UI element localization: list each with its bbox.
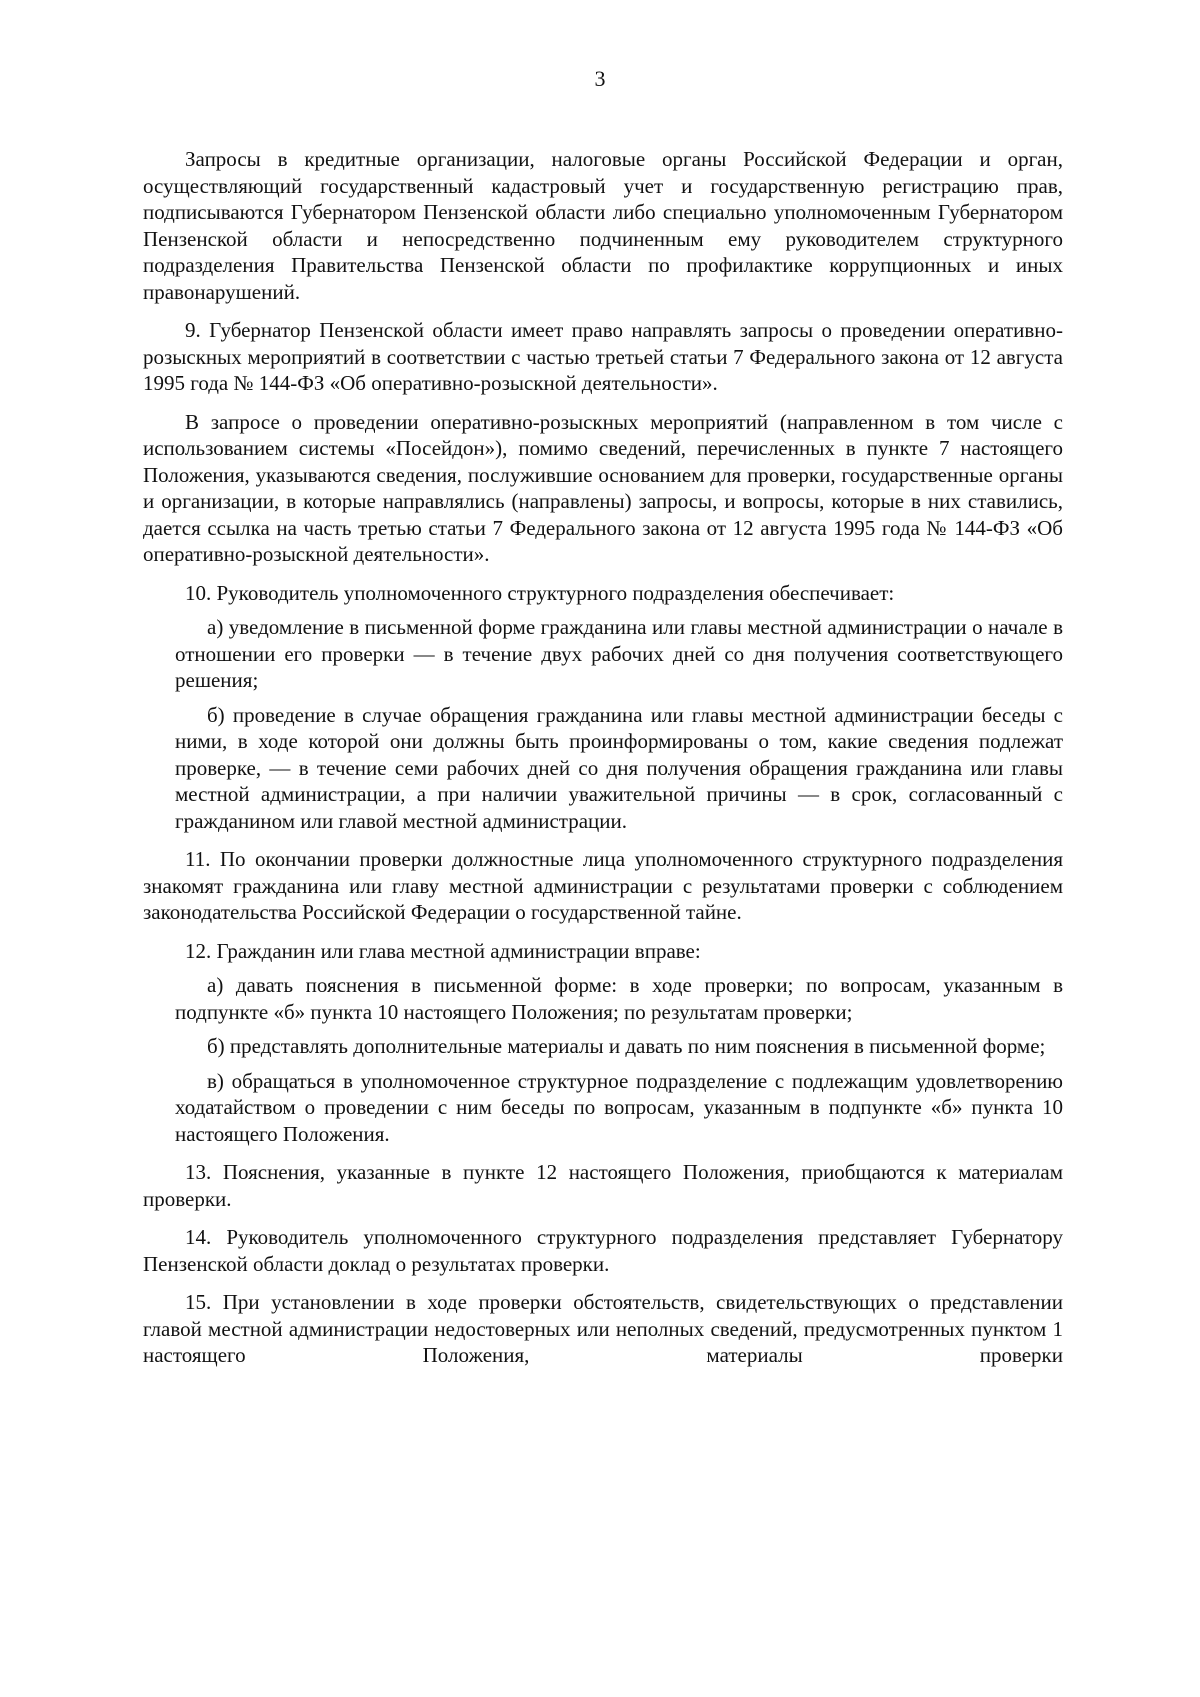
paragraph-12-v: в) обращаться в уполномоченное структурное подразделение с подлежащим удовлетворению ходатайством о проведении с ним беседы по вопросам, указанным в подпункте «б» пункта 10 настоящего Положения. xyxy=(175,1068,1063,1146)
page-number: 3 xyxy=(594,66,606,91)
paragraph-15: 15. При установлении в ходе проверки обстоятельств, свидетельствующих о представлении главой местной администрации недостоверных или неполных сведений, предусмотренных пунктом 1 настоящего Положения, материалы проверки xyxy=(143,1290,1063,1367)
paragraph-10-a: а) уведомление в письменной форме гражданина или главы местной администрации о начале в отношении его проверки — в течение двух рабочих дней со дня получения соответствующего решения; xyxy=(175,615,1063,692)
paragraph-9: 9. Губернатор Пензенской области имеет право направлять запросы о проведении оперативно-розыскных мероприятий в соответствии с частью третьей статьи 7 Федерального закона от 12 августа 1995 года № 144-ФЗ «Об оперативно-розыскной деятельности». xyxy=(143,318,1063,395)
paragraph-11: 11. По окончании проверки должностные лица уполномоченного структурного подразделения знакомят гражданина или главу местной администрации с результатами проверки с соблюдением законодательства Российской Федерации о государственной тайне. xyxy=(143,847,1063,924)
paragraph-10-b: б) проведение в случае обращения гражданина или главы местной администрации беседы с ними, в ходе которой они должны быть проинформированы о том, какие сведения подлежат проверке, — в течение семи рабочих дней со дня получения обращения гражданина или главы местной администрации, а при наличии уважительной причины — в срок, согласованный с гражданином или главой местной администрации. xyxy=(175,702,1063,833)
document-body xyxy=(143,146,1063,1381)
paragraph-14: 14. Руководитель уполномоченного структурного подразделения представляет Губернатору Пензенской области доклад о результатах проверки. xyxy=(143,1225,1063,1276)
paragraph-12: 12. Гражданин или глава местной администрации вправе: xyxy=(185,938,701,963)
paragraph-9-request-details: В запросе о проведении оперативно-розыскных мероприятий (направленном в том числе с использованием системы «Посейдон»), помимо сведений, перечисленных в пункте 7 настоящего Положения, указываются сведения, послужившие основанием для проверки, государственные органы и организации, в которые направлялись (направлены) запросы, и вопросы, которые в них ставились, дается ссылка на часть третью статьи 7 Федерального закона от 12 августа 1995 года № 144-ФЗ «Об оперативно-розыскной деятельности». xyxy=(143,409,1063,566)
paragraph-10: 10. Руководитель уполномоченного структурного подразделения обеспечивает: xyxy=(185,580,895,605)
paragraph-requests-signing: Запросы в кредитные организации, налоговые органы Российской Федерации и орган, осуществляющий государственный кадастровый учет и государственную регистрацию прав, подписываются Губернатором Пензенской области либо специально уполномоченным Губернатором Пензенской области и непосредственно подчиненным ему руководителем структурного подразделения Правительства Пензенской области по профилактике коррупционных и иных правонарушений. xyxy=(143,147,1063,304)
paragraph-12-a: а) давать пояснения в письменной форме: в ходе проверки; по вопросам, указанным в подпункте «б» пункта 10 настоящего Положения; по результатам проверки; xyxy=(175,973,1063,1024)
paragraph-12-b: б) представлять дополнительные материалы и давать по ним пояснения в письменной форме; xyxy=(207,1034,1046,1058)
paragraph-13: 13. Пояснения, указанные в пункте 12 настоящего Положения, приобщаются к материалам проверки. xyxy=(143,1160,1063,1211)
